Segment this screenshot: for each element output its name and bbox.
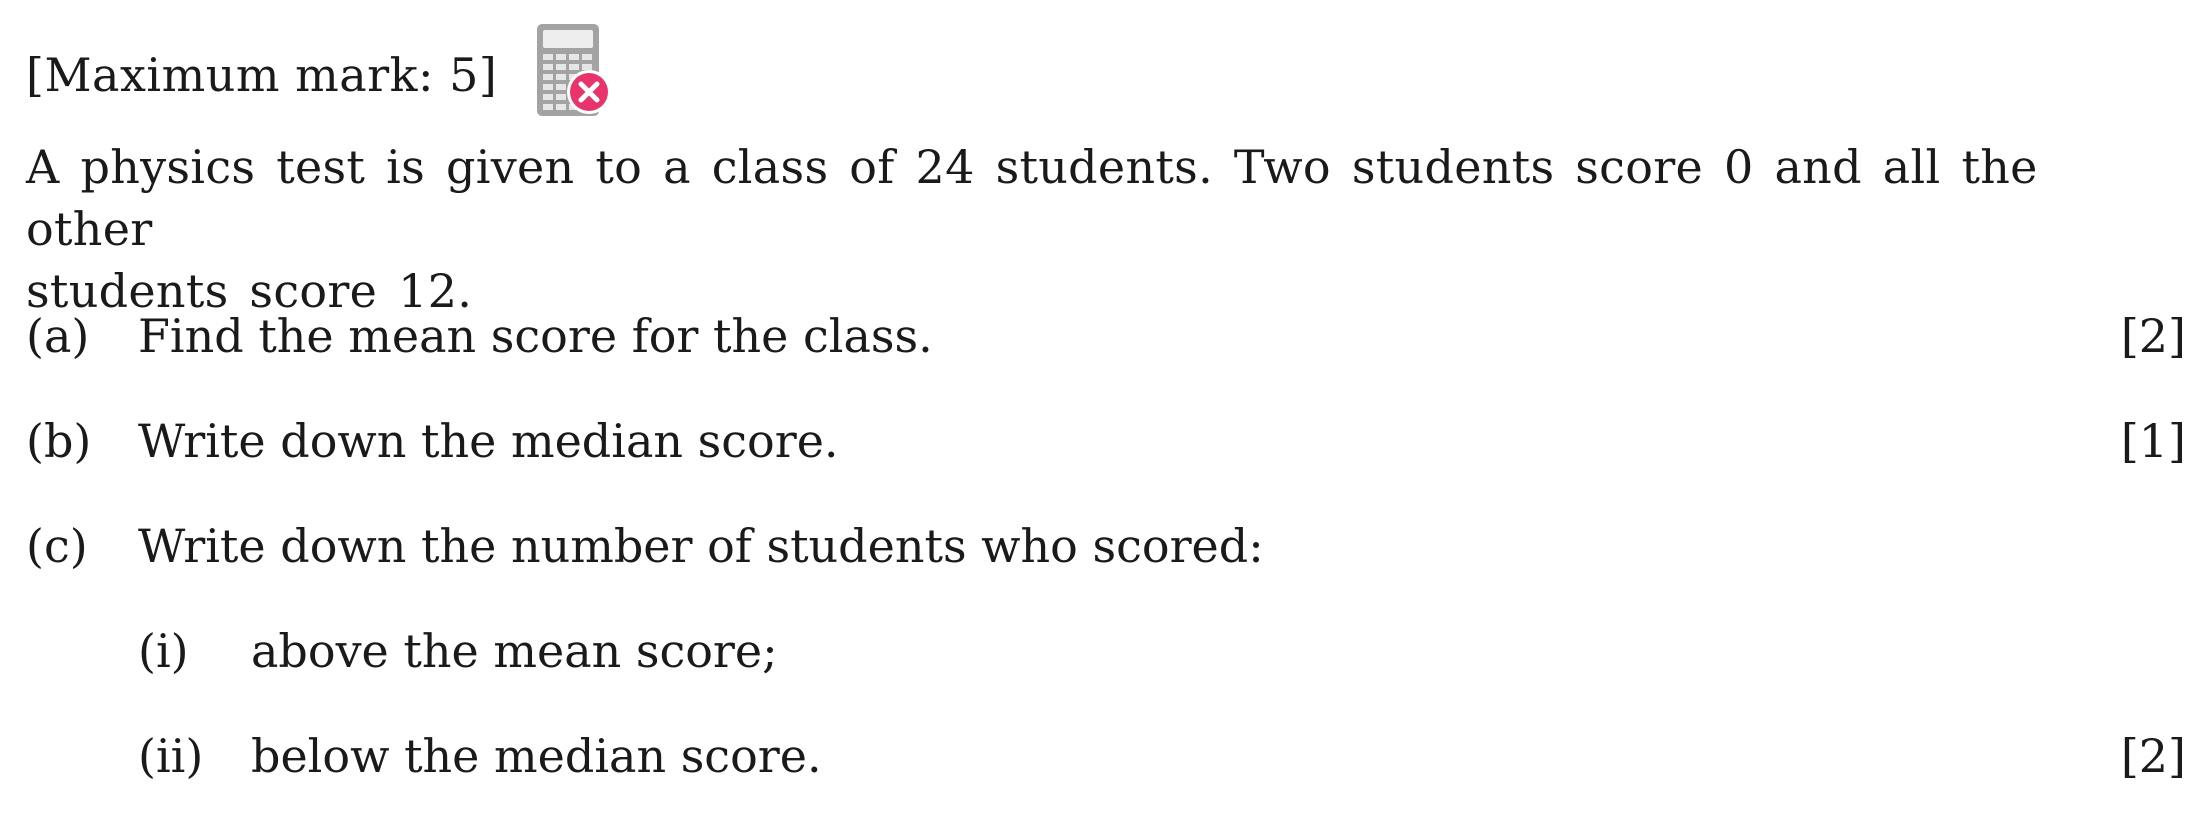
part-b-label: (b) <box>26 414 92 468</box>
part-c-label: (c) <box>26 519 88 573</box>
part-c-i-label: (i) <box>138 624 189 678</box>
part-c-ii-label: (ii) <box>138 729 204 783</box>
question-header <box>26 30 497 120</box>
question-part-c-ii <box>138 725 2186 787</box>
part-a-mark: [2] <box>2120 309 2186 363</box>
part-c-ii-text: below the median score. <box>251 729 822 783</box>
calculator-not-allowed-icon <box>531 20 621 130</box>
part-b-text: Write down the median score. <box>138 414 839 468</box>
part-c-i-text: above the mean score; <box>251 624 778 678</box>
question-part-c <box>26 515 2186 577</box>
part-a-text: Find the mean score for the class. <box>138 309 933 363</box>
part-c-ii-mark: [2] <box>2120 729 2186 783</box>
question-stem <box>26 136 2046 322</box>
question-part-a <box>26 305 2186 367</box>
part-a-label: (a) <box>26 309 90 363</box>
maximum-mark: [Maximum mark: 5] <box>26 48 498 102</box>
stem-line-2: students score 12. <box>26 264 473 318</box>
part-c-text: Write down the number of students who scored: <box>138 519 1264 573</box>
stem-line-1: A physics test is given to a class of 24 students. Two students score 0 and all the other <box>26 140 2038 256</box>
question-part-b <box>26 410 2186 472</box>
part-b-mark: [1] <box>2120 414 2186 468</box>
question-part-c-i <box>138 620 2186 682</box>
